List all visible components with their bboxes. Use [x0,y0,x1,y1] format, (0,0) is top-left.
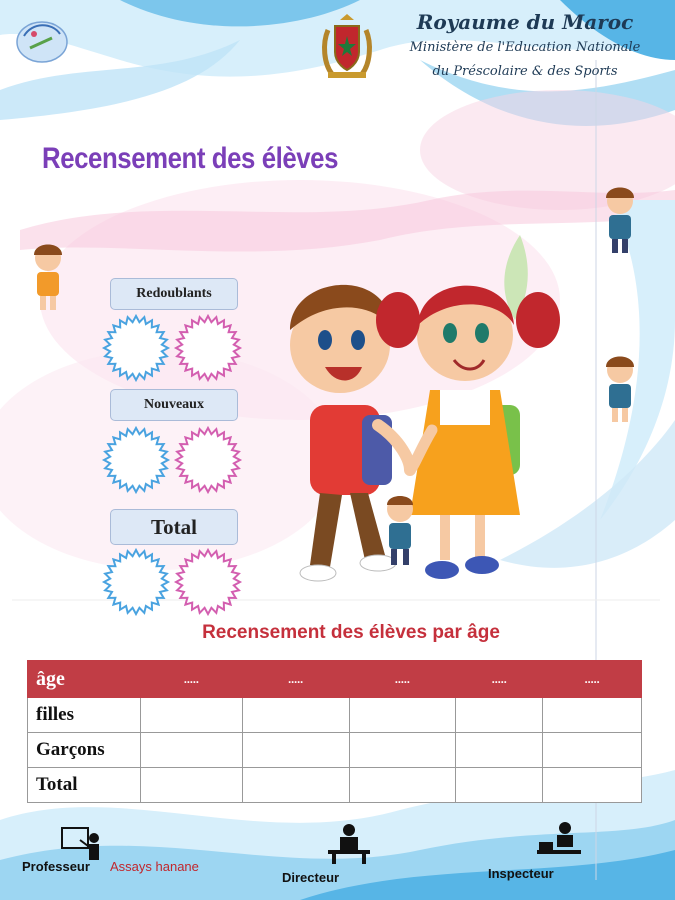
row-label-boys: Garçons [28,733,141,768]
table-cell[interactable] [543,698,642,733]
school-logo [12,12,70,66]
age-column-header: âge [28,661,141,698]
row-label-girls: filles [28,698,141,733]
table-header-row [28,661,642,698]
new-girls-badge [176,428,240,492]
girl-figure-icon [28,243,68,313]
total-girls-badge [176,550,240,614]
total-label: Total [110,509,238,545]
header-ministry-sub: du Préscolaire & des Sports [432,64,618,79]
table-cell[interactable] [456,698,543,733]
page-title: Recensement des élèves [42,142,339,175]
table-cell[interactable] [349,768,456,803]
age-section-title: Recensement des élèves par âge [202,622,500,643]
teacher-label: Professeur [22,859,90,874]
age-column-header: ..... [349,661,456,698]
table-cell[interactable] [349,733,456,768]
boy-figure-icon [600,186,640,256]
new-students-label: Nouveaux [110,389,238,421]
repeaters-label: Redoublants [110,278,238,310]
table-cell[interactable] [242,698,349,733]
row-label-total: Total [28,768,141,803]
new-count-badges [100,424,250,496]
age-column-header: ..... [242,661,349,698]
repeaters-girls-badge [176,316,240,380]
table-cell[interactable] [242,733,349,768]
inspector-icon [535,820,583,860]
total-count-badges [100,546,250,618]
director-icon [324,822,374,866]
director-label: Directeur [282,870,340,885]
table-cell[interactable] [349,698,456,733]
table-row [28,768,642,803]
table-row [28,733,642,768]
new-boys-badge [104,428,168,492]
header-kingdom: Royaume du Maroc [416,10,634,34]
teacher-name: Assays hanane [110,859,199,874]
coat-of-arms-emblem [318,14,376,80]
age-census-table [27,660,642,803]
table-cell[interactable] [543,768,642,803]
repeaters-boys-badge [104,316,168,380]
table-cell[interactable] [140,768,242,803]
table-row [28,698,642,733]
inspector-label: Inspecteur [488,866,554,881]
table-cell[interactable] [456,768,543,803]
girl-figure-icon [600,355,640,425]
children-illustration [270,225,570,595]
table-cell[interactable] [456,733,543,768]
table-cell[interactable] [242,768,349,803]
total-boys-badge [104,550,168,614]
table-cell[interactable] [140,698,242,733]
header-ministry: Ministère de l'Education Nationale [409,40,641,55]
table-cell[interactable] [140,733,242,768]
repeaters-count-badges [100,312,250,384]
age-column-header: ..... [456,661,543,698]
age-column-header: ..... [543,661,642,698]
age-column-header: ..... [140,661,242,698]
table-cell[interactable] [543,733,642,768]
